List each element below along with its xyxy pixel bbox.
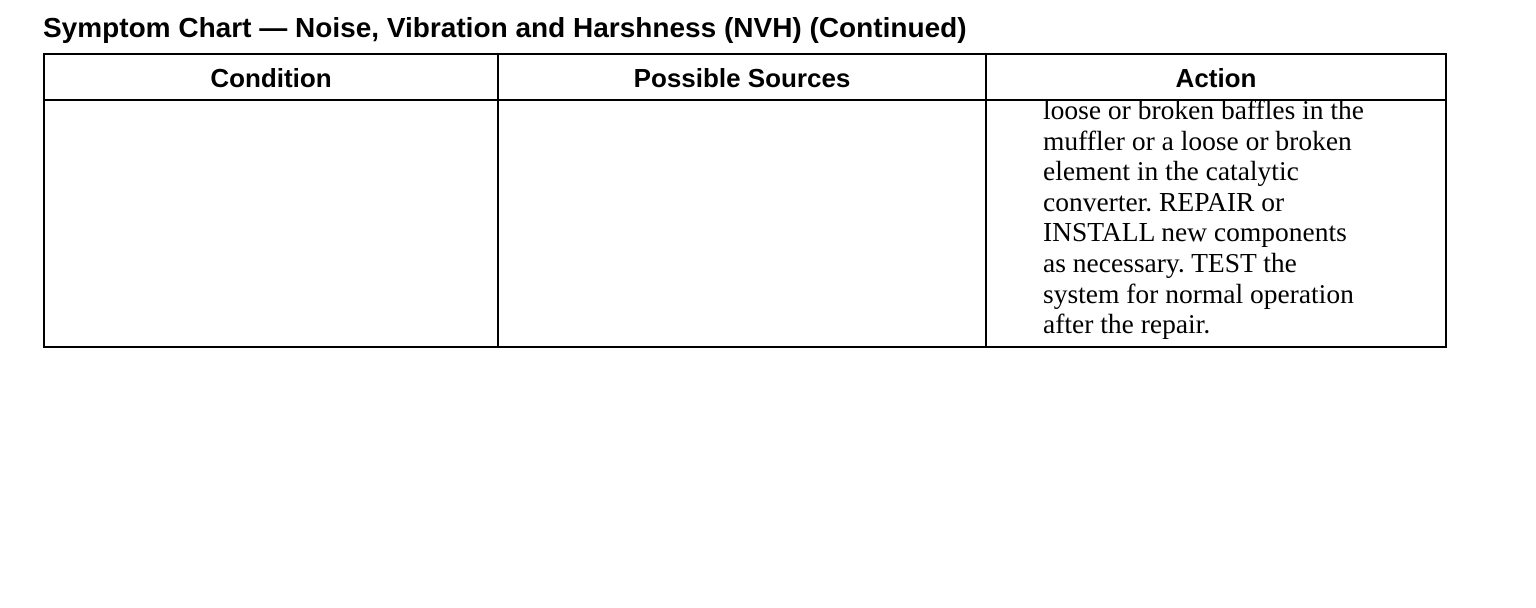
action-text: loose or broken baffles in the muffler or a loose or broken element in the catalytic converter. REPAIR or INSTALL new components as necessary. TEST the system for normal operation after the repair. <box>1043 94 1365 340</box>
page-title: Symptom Chart — Noise, Vibration and Harshness (NVH) (Continued) <box>43 12 967 43</box>
column-header-possible-sources: Possible Sources <box>498 54 986 100</box>
table-row <box>44 100 1446 347</box>
column-header-action: Action <box>986 54 1446 100</box>
possible-sources-cell <box>498 100 986 347</box>
symptom-chart-table <box>43 53 1447 348</box>
column-header-condition: Condition <box>44 54 498 100</box>
action-cell <box>986 94 1446 347</box>
condition-cell <box>44 100 498 347</box>
